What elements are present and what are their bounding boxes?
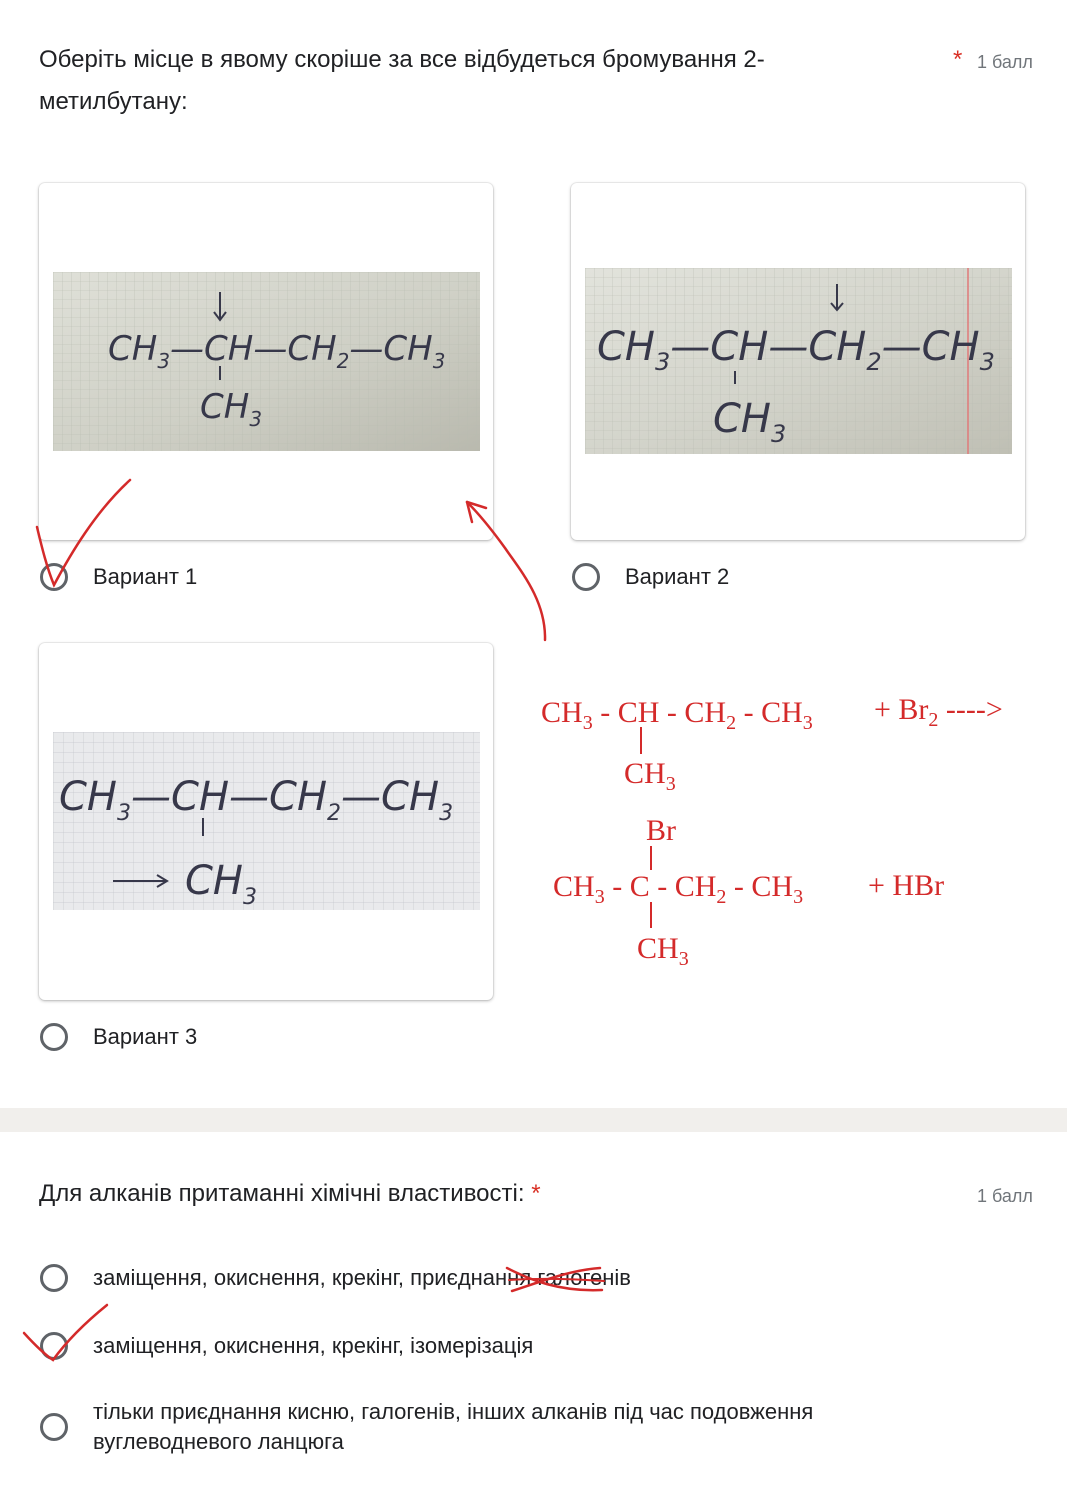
q2-option-1-label[interactable]: заміщення, окиснення, крекінг, приєднання галогенів — [93, 1265, 631, 1290]
option-1-label[interactable]: Вариант 1 — [93, 564, 198, 589]
required-mark: * — [531, 1180, 541, 1207]
option-2-branch: $CH_3$ — [713, 396, 787, 448]
reaction-branch: $CH_3$ — [624, 757, 676, 795]
q2-option-2-label[interactable]: заміщення, окиснення, крекінг, ізомерізація — [93, 1333, 534, 1358]
option-3-branch: $CH_3$ — [185, 858, 258, 910]
checkmark-q2-option-2 — [24, 1305, 107, 1360]
question-1-title-line2: метилбутану: — [39, 88, 188, 115]
option-3-formula: $CH_3—CH—CH_2—CH_3$ — [59, 774, 454, 826]
q2-option-3-label-line1: тільки приєднання кисню, галогенів, інших алканів під час подовження — [93, 1399, 814, 1424]
option-2-formula: $CH_3—CH—CH_2—CH_3$ — [597, 324, 995, 376]
strikethrough-scribble — [509, 1279, 604, 1281]
reaction-reagent: + $Br_2$ ----> — [874, 693, 1003, 731]
question-2-points: 1 балл — [977, 1186, 1033, 1206]
q2-option-3-label-line2: вуглеводневого ланцюга — [93, 1429, 344, 1454]
product-br: Br — [646, 814, 676, 847]
arrow-to-option-1 — [467, 502, 545, 640]
question-1-title-line1: Оберіть місце в явому скоріше за все відбудеться бромування 2- — [39, 46, 765, 73]
option-2-label[interactable]: Вариант 2 — [625, 564, 730, 589]
question-2-title-text: Для алканів притаманні хімічні властивості: — [39, 1180, 525, 1207]
option-1-branch: $CH_3$ — [200, 387, 263, 431]
question-1-points: 1 балл — [977, 52, 1033, 72]
option-3-label[interactable]: Вариант 3 — [93, 1024, 198, 1049]
checkmark-option-1 — [37, 480, 130, 585]
product-branch: $CH_3$ — [637, 932, 689, 970]
product-hbr: + HBr — [868, 869, 945, 902]
product-line: $CH_3$ - C - $CH_2 - CH_3$ — [553, 870, 804, 908]
reaction-line: $CH_3$ - CH - $CH_2 - CH_3$ — [541, 696, 813, 734]
required-mark: * — [953, 46, 963, 73]
option-1-formula: $CH_3—CH—CH_2—CH_3$ — [108, 329, 446, 373]
